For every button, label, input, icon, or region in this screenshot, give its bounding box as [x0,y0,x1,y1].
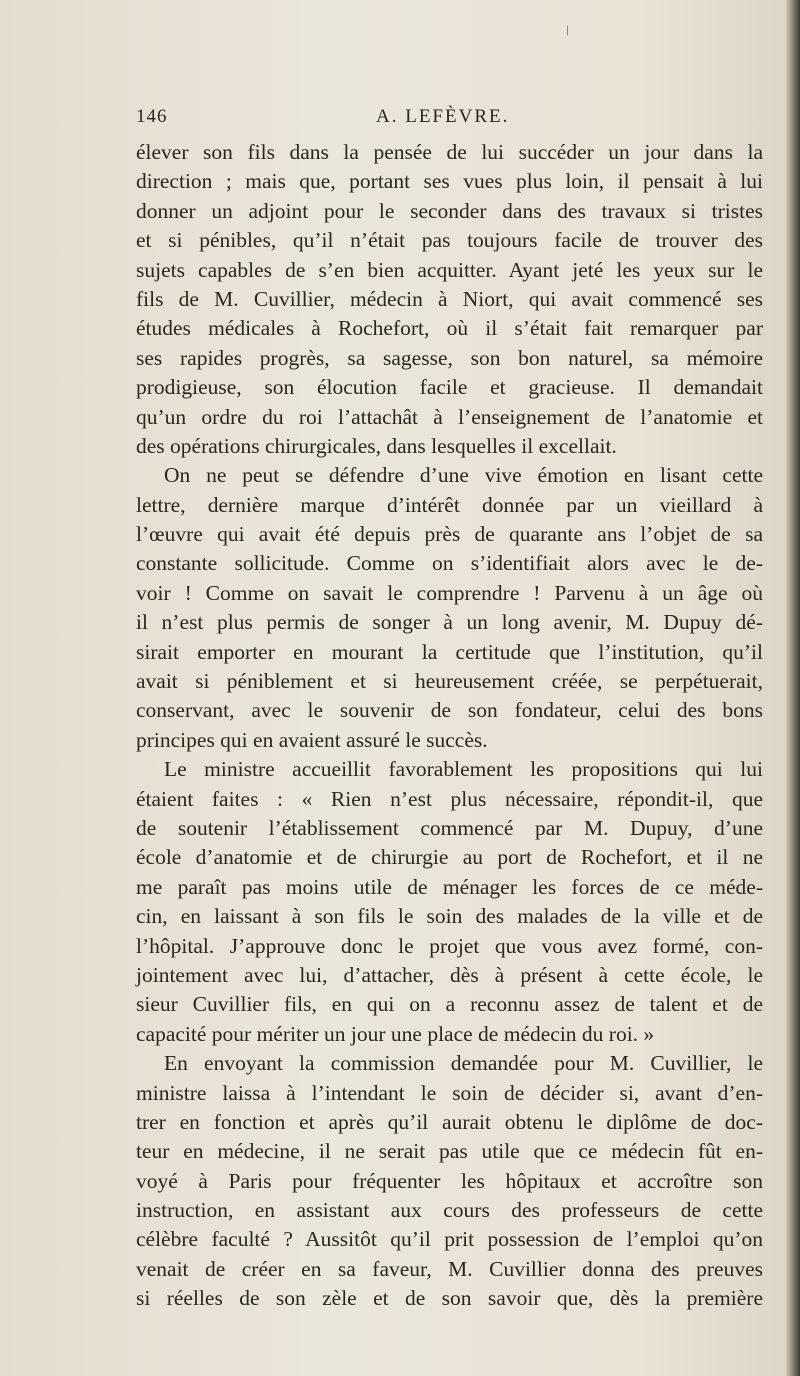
text-line: lettre, dernière marque d’intérêt donnée par un vieillard à [136,492,763,517]
body-text [136,138,763,1314]
text-line: donner un adjoint pour le seconder dans des travaux si tristes [136,198,763,223]
text-line: teur en médecine, il ne serait pas utile que ce médecin fût en- [136,1139,763,1164]
text-line: me paraît pas moins utile de ménager les forces de ce méde- [136,874,763,899]
text-line: jointement avec lui, d’attacher, dès à présent à cette école, le [136,962,763,987]
text-line: avait si péniblement et si heureusement créée, se perpétuerait, [136,669,763,694]
text-line: qu’un ordre du roi l’attachât à l’enseignement de l’anatomie et [136,404,763,429]
text-line: voir ! Comme on savait le comprendre ! Parvenu à un âge où [136,580,763,605]
text-line: fils de M. Cuvillier, médecin à Niort, qui avait commencé ses [136,286,763,311]
text-line: En envoyant la commission demandée pour M. Cuvillier, le [164,1051,763,1076]
text-line: sieur Cuvillier fils, en qui on a reconnu assez de talent et de [136,992,763,1017]
text-line: si réelles de son zèle et de son savoir que, dès la première [136,1286,763,1311]
text-line: des opérations chirurgicales, dans lesquelles il excellait. [136,433,617,458]
text-line: capacité pour mériter un jour une place de médecin du roi. » [136,1021,655,1046]
text-line: Le ministre accueillit favorablement les propositions qui lui [164,757,763,782]
text-line: études médicales à Rochefort, où il s’était fait remarquer par [136,316,763,341]
text-line: direction ; mais que, portant ses vues plus loin, il pensait à lui [136,169,763,194]
text-line: étaient faites : « Rien n’est plus nécessaire, répondit-il, que [136,786,763,811]
text-line: et si pénibles, qu’il n’était pas toujours facile de trouver des [136,228,763,253]
text-line: l’œuvre qui avait été depuis près de quarante ans l’objet de sa [136,522,763,547]
text-line: venait de créer en sa faveur, M. Cuvillier donna des preuves [136,1256,763,1281]
text-line: voyé à Paris pour fréquenter les hôpitaux et accroître son [136,1168,763,1193]
text-line: prodigieuse, son élocution facile et gracieuse. Il demandait [136,375,763,400]
margin-mark: / [563,23,573,40]
text-line: célèbre faculté ? Aussitôt qu’il prit possession de l’emploi qu’on [136,1227,763,1252]
page-number: 146 [136,106,168,127]
text-line: instruction, en assistant aux cours des professeurs de cette [136,1198,763,1223]
text-line: constante sollicitude. Comme on s’identifiait alors avec le de- [136,551,763,576]
text-line: il n’est plus permis de songer à un long avenir, M. Dupuy dé- [136,610,763,635]
text-line: sujets capables de s’en bien acquitter. Ayant jeté les yeux sur le [136,257,763,282]
running-title: A. LEFÈVRE. [376,106,510,127]
text-line: élever son fils dans la pensée de lui succéder un jour dans la [136,140,763,164]
page-edge-shadow [786,0,800,1376]
page-header [136,106,762,136]
text-line: ministre laissa à l’intendant le soin de décider si, avant d’en- [136,1080,763,1105]
text-line: école d’anatomie et de chirurgie au port de Rochefort, et il ne [136,845,763,870]
text-line: On ne peut se défendre d’une vive émotion en lisant cette [164,463,763,488]
text-line: sirait emporter en mourant la certitude que l’institution, qu’il [136,639,763,664]
text-line: trer en fonction et après qu’il aurait obtenu le diplôme de doc- [136,1109,763,1134]
text-line: cin, en laissant à son fils le soin des malades de la ville et de [136,904,763,929]
text-line: ses rapides progrès, sa sagesse, son bon naturel, sa mémoire [136,345,763,370]
text-line: principes qui en avaient assuré le succès. [136,727,488,752]
text-line: de soutenir l’établissement commencé par M. Dupuy, d’une [136,815,763,840]
text-line: conservant, avec le souvenir de son fondateur, celui des bons [136,698,763,723]
text-line: l’hôpital. J’approuve donc le projet que vous avez formé, con- [136,933,763,958]
